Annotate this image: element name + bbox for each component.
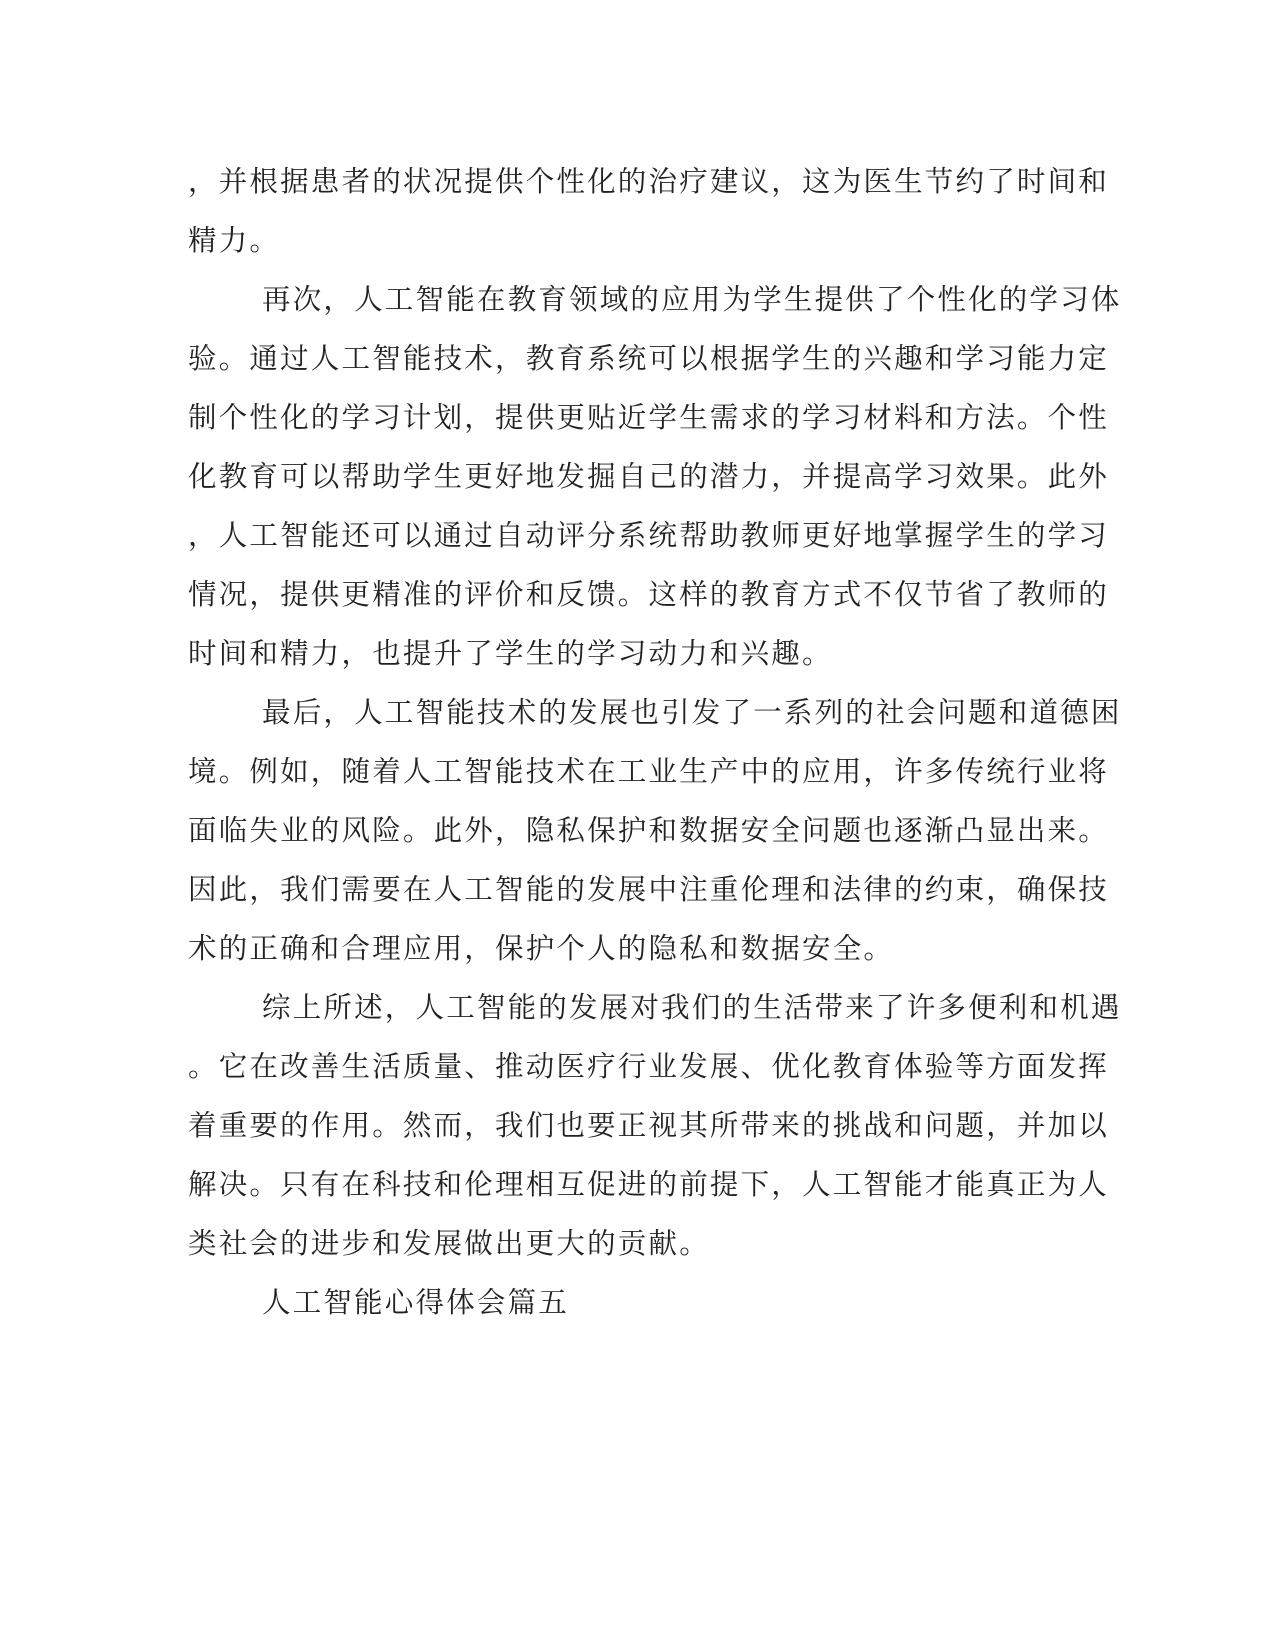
text-line: 制个性化的学习计划，提供更贴近学生需求的学习材料和方法。个性 [188,401,1110,434]
text-line: 类社会的进步和发展做出更大的贡献。 [188,1227,710,1260]
text-line: 解决。只有在科技和伦理相互促进的前提下，人工智能才能真正为人 [188,1168,1110,1201]
text-line: 验。通过人工智能技术，教育系统可以根据学生的兴趣和学习能力定 [188,342,1110,375]
text-line: 着重要的作用。然而，我们也要正视其所带来的挑战和问题，并加以 [188,1109,1110,1142]
text-line: 化教育可以帮助学生更好地发掘自己的潜力，并提高学习效果。此外 [188,460,1110,493]
paragraph-start-line: 综上所述，人工智能的发展对我们的生活带来了许多便利和机遇 [262,991,1122,1024]
paragraph-start-line: 最后，人工智能技术的发展也引发了一系列的社会问题和道德困 [262,696,1122,729]
text-line: 面临失业的风险。此外，隐私保护和数据安全问题也逐渐凸显出来。 [188,814,1110,847]
text-line: 情况，提供更精准的评价和反馈。这样的教育方式不仅节省了教师的 [188,578,1110,611]
paragraph-start-line: 再次，人工智能在教育领域的应用为学生提供了个性化的学习体 [262,283,1122,316]
text-line: ，人工智能还可以通过自动评分系统帮助教师更好地掌握学生的学习 [188,519,1110,552]
text-line: ，并根据患者的状况提供个性化的治疗建议，这为医生节约了时间和 [188,165,1110,198]
text-line: 精力。 [188,224,281,257]
text-line: 时间和精力，也提升了学生的学习动力和兴趣。 [188,637,833,670]
text-line: 境。例如，随着人工智能技术在工业生产中的应用，许多传统行业将 [188,755,1110,788]
text-line: 因此，我们需要在人工智能的发展中注重伦理和法律的约束，确保技 [188,873,1110,906]
section-heading: 人工智能心得体会篇五 [262,1286,570,1319]
text-line: 术的正确和合理应用，保护个人的隐私和数据安全。 [188,932,895,965]
text-line: 。它在改善生活质量、推动医疗行业发展、优化教育体验等方面发挥 [188,1050,1110,1083]
